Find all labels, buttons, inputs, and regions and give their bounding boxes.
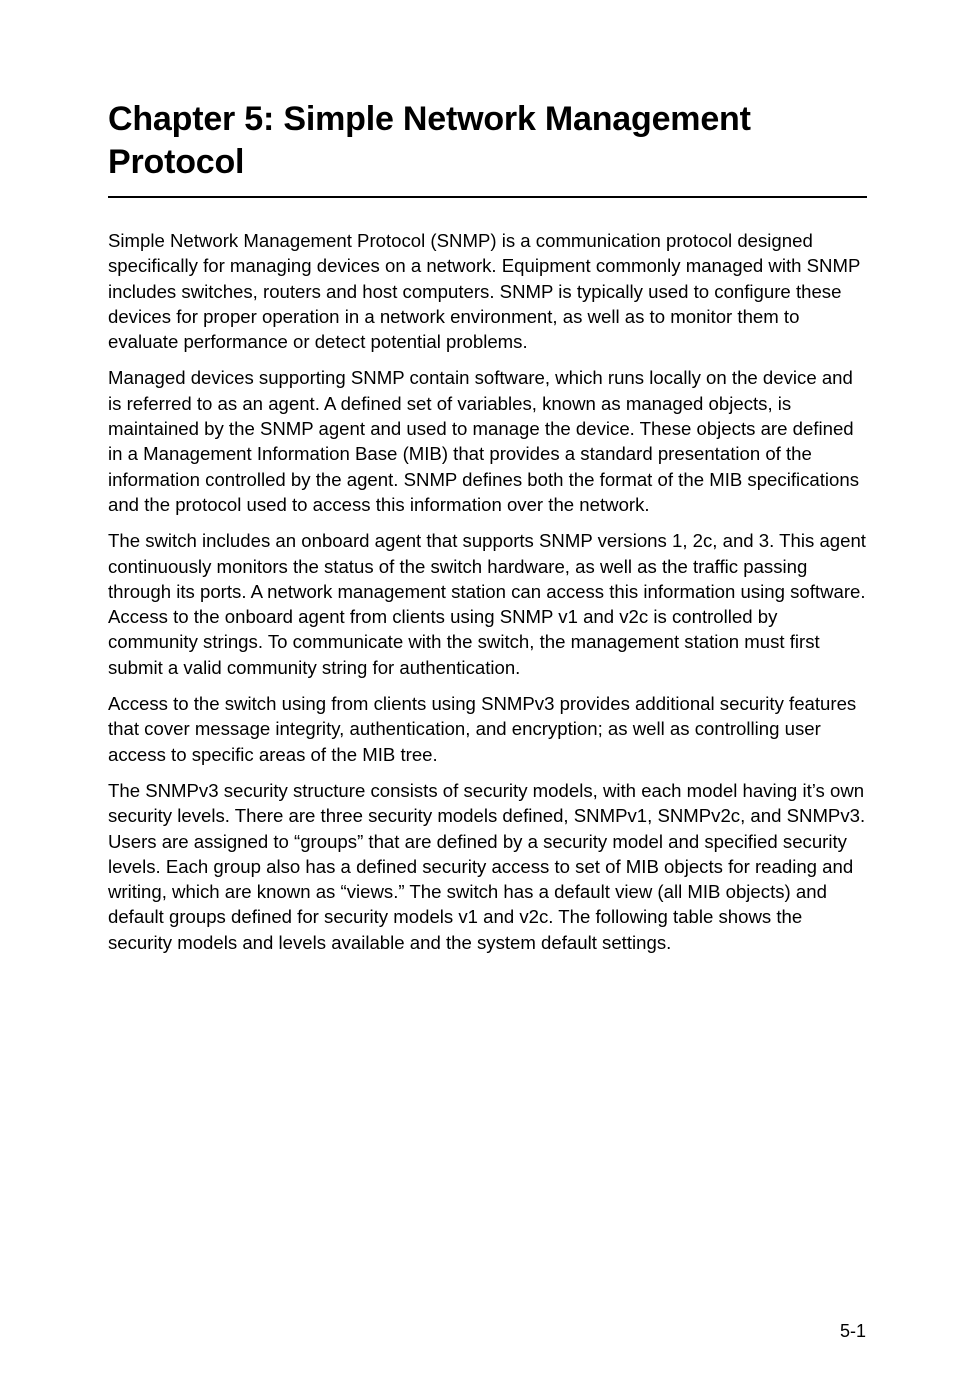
- paragraph-managed-devices: Managed devices supporting SNMP contain software, which runs locally on the device and is referred to as an agent. A defined set of variables, known as managed objects, is maintained by the SNMP agent and used to manage the device. These objects are defined in a Management Information Base (MIB) that provides a standard presentation of the information controlled by the agent. SNMP defines both the format of the MIB specifications and the protocol used to access this information over the network.: [108, 367, 860, 515]
- paragraph-onboard-agent: The switch includes an onboard agent that supports SNMP versions 1, 2c, and 3. This agent continuously monitors the status of the switch hardware, as well as the traffic passing through its ports. A network management station can access this information using software. Access to the onboard agent from clients using SNMP v1 and v2c is controlled by community strings. To communicate with the switch, the management station must first submit a valid community string for authentication.: [108, 530, 866, 678]
- chapter-title: Chapter 5: Simple Network Management Protocol: [108, 100, 751, 181]
- paragraph-security-structure: The SNMPv3 security structure consists of security models, with each model having it’s own security levels. There are three security models defined, SNMPv1, SNMPv2c, and SNMPv3. Users are assigned to “groups” that are defined by a security model and specified security levels. Each group also has a defined security access to set of MIB objects for reading and writing, which are known as “views.” The switch has a default view (all MIB objects) and default groups defined for security models v1 and v2c. The following table shows the security models and levels available and the system default settings.: [108, 779, 866, 953]
- page-number: 5-1: [839, 1321, 866, 1341]
- body-text: [108, 228, 868, 966]
- title-divider: [108, 196, 867, 198]
- paragraph-snmpv3-access: Access to the switch using from clients using SNMPv3 provides additional security features that cover message integrity, authentication, and encryption; as well as controlling user access to specific areas of the MIB tree.: [108, 693, 857, 765]
- paragraph-snmp-overview: Simple Network Management Protocol (SNMP) is a communication protocol designed specifically for managing devices on a network. Equipment commonly managed with SNMP includes switches, routers and host computers. SNMP is typically used to configure these devices for proper operation in a network environment, as well as to monitor them to evaluate performance or detect potential problems.: [108, 230, 861, 353]
